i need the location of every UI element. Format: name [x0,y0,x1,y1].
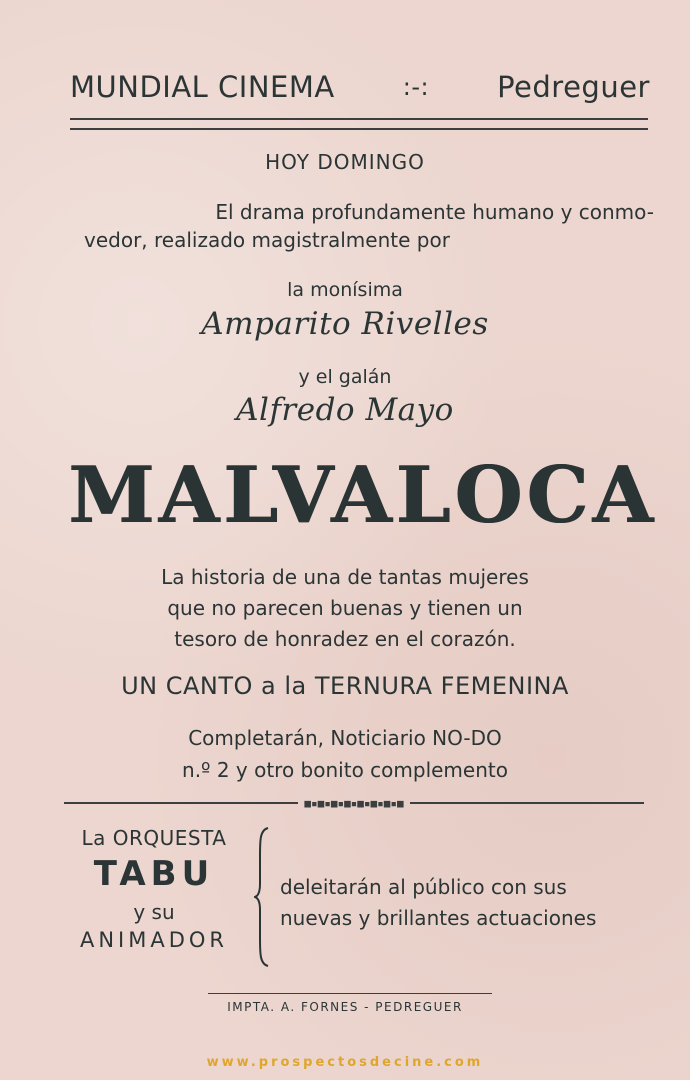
complement [0,722,690,786]
divider-ornament: ■▪■▪■▪■▪■▪■▪■▪■ [304,796,404,810]
tagline: UN CANTO a la TERNURA FEMENINA [121,672,569,700]
synopsis-line: que no parecen buenas y tienen un [167,596,523,620]
header-double-rule [70,118,648,130]
movie-title: MALVALOCA [68,450,657,541]
actress-intro: la monísima [287,279,403,301]
printer-rule [208,993,492,994]
synopsis-line: La historia de una de tantas mujeres [161,565,529,589]
cinema-name: MUNDIAL CINEMA [70,70,335,104]
actor-intro: y el galán [298,366,392,388]
section-divider [64,798,644,808]
synopsis [0,562,690,655]
town-name: Pedreguer [497,70,650,104]
synopsis-line: tesoro de honradez en el corazón. [174,627,516,651]
actor-name: Alfredo Mayo [236,392,454,428]
curly-brace-icon [254,826,272,968]
description-line-2: vedor, realizado magistralmente por [84,228,450,252]
orchestra-line-3: y su [133,900,175,924]
orchestra-line-4: ANIMADOR [79,928,229,952]
printer-credit: IMPTA. A. FORNES - PEDREGUER [227,1000,463,1014]
header-separator: :-: [402,73,430,101]
header [70,70,650,104]
orchestra-name: TABU [93,854,215,894]
orchestra-line-1: La ORQUESTA [81,826,227,850]
description [84,198,654,254]
orchestra-text-line: nuevas y brillantes actuaciones [280,906,597,930]
orchestra-block [56,826,252,952]
description-line-1: El drama profundamente humano y conmo- [215,200,654,224]
actress-name: Amparito Rivelles [201,306,489,342]
website-watermark: www.prospectosdecine.com [206,1055,484,1070]
complement-line: Completarán, Noticiario NO-DO [188,726,502,750]
divider-line-right [410,802,644,804]
orchestra-text [280,872,650,934]
day-heading: HOY DOMINGO [265,150,425,174]
complement-line: n.º 2 y otro bonito complemento [182,758,508,782]
orchestra-text-line: deleitarán al público con sus [280,875,567,899]
divider-line-left [64,802,298,804]
